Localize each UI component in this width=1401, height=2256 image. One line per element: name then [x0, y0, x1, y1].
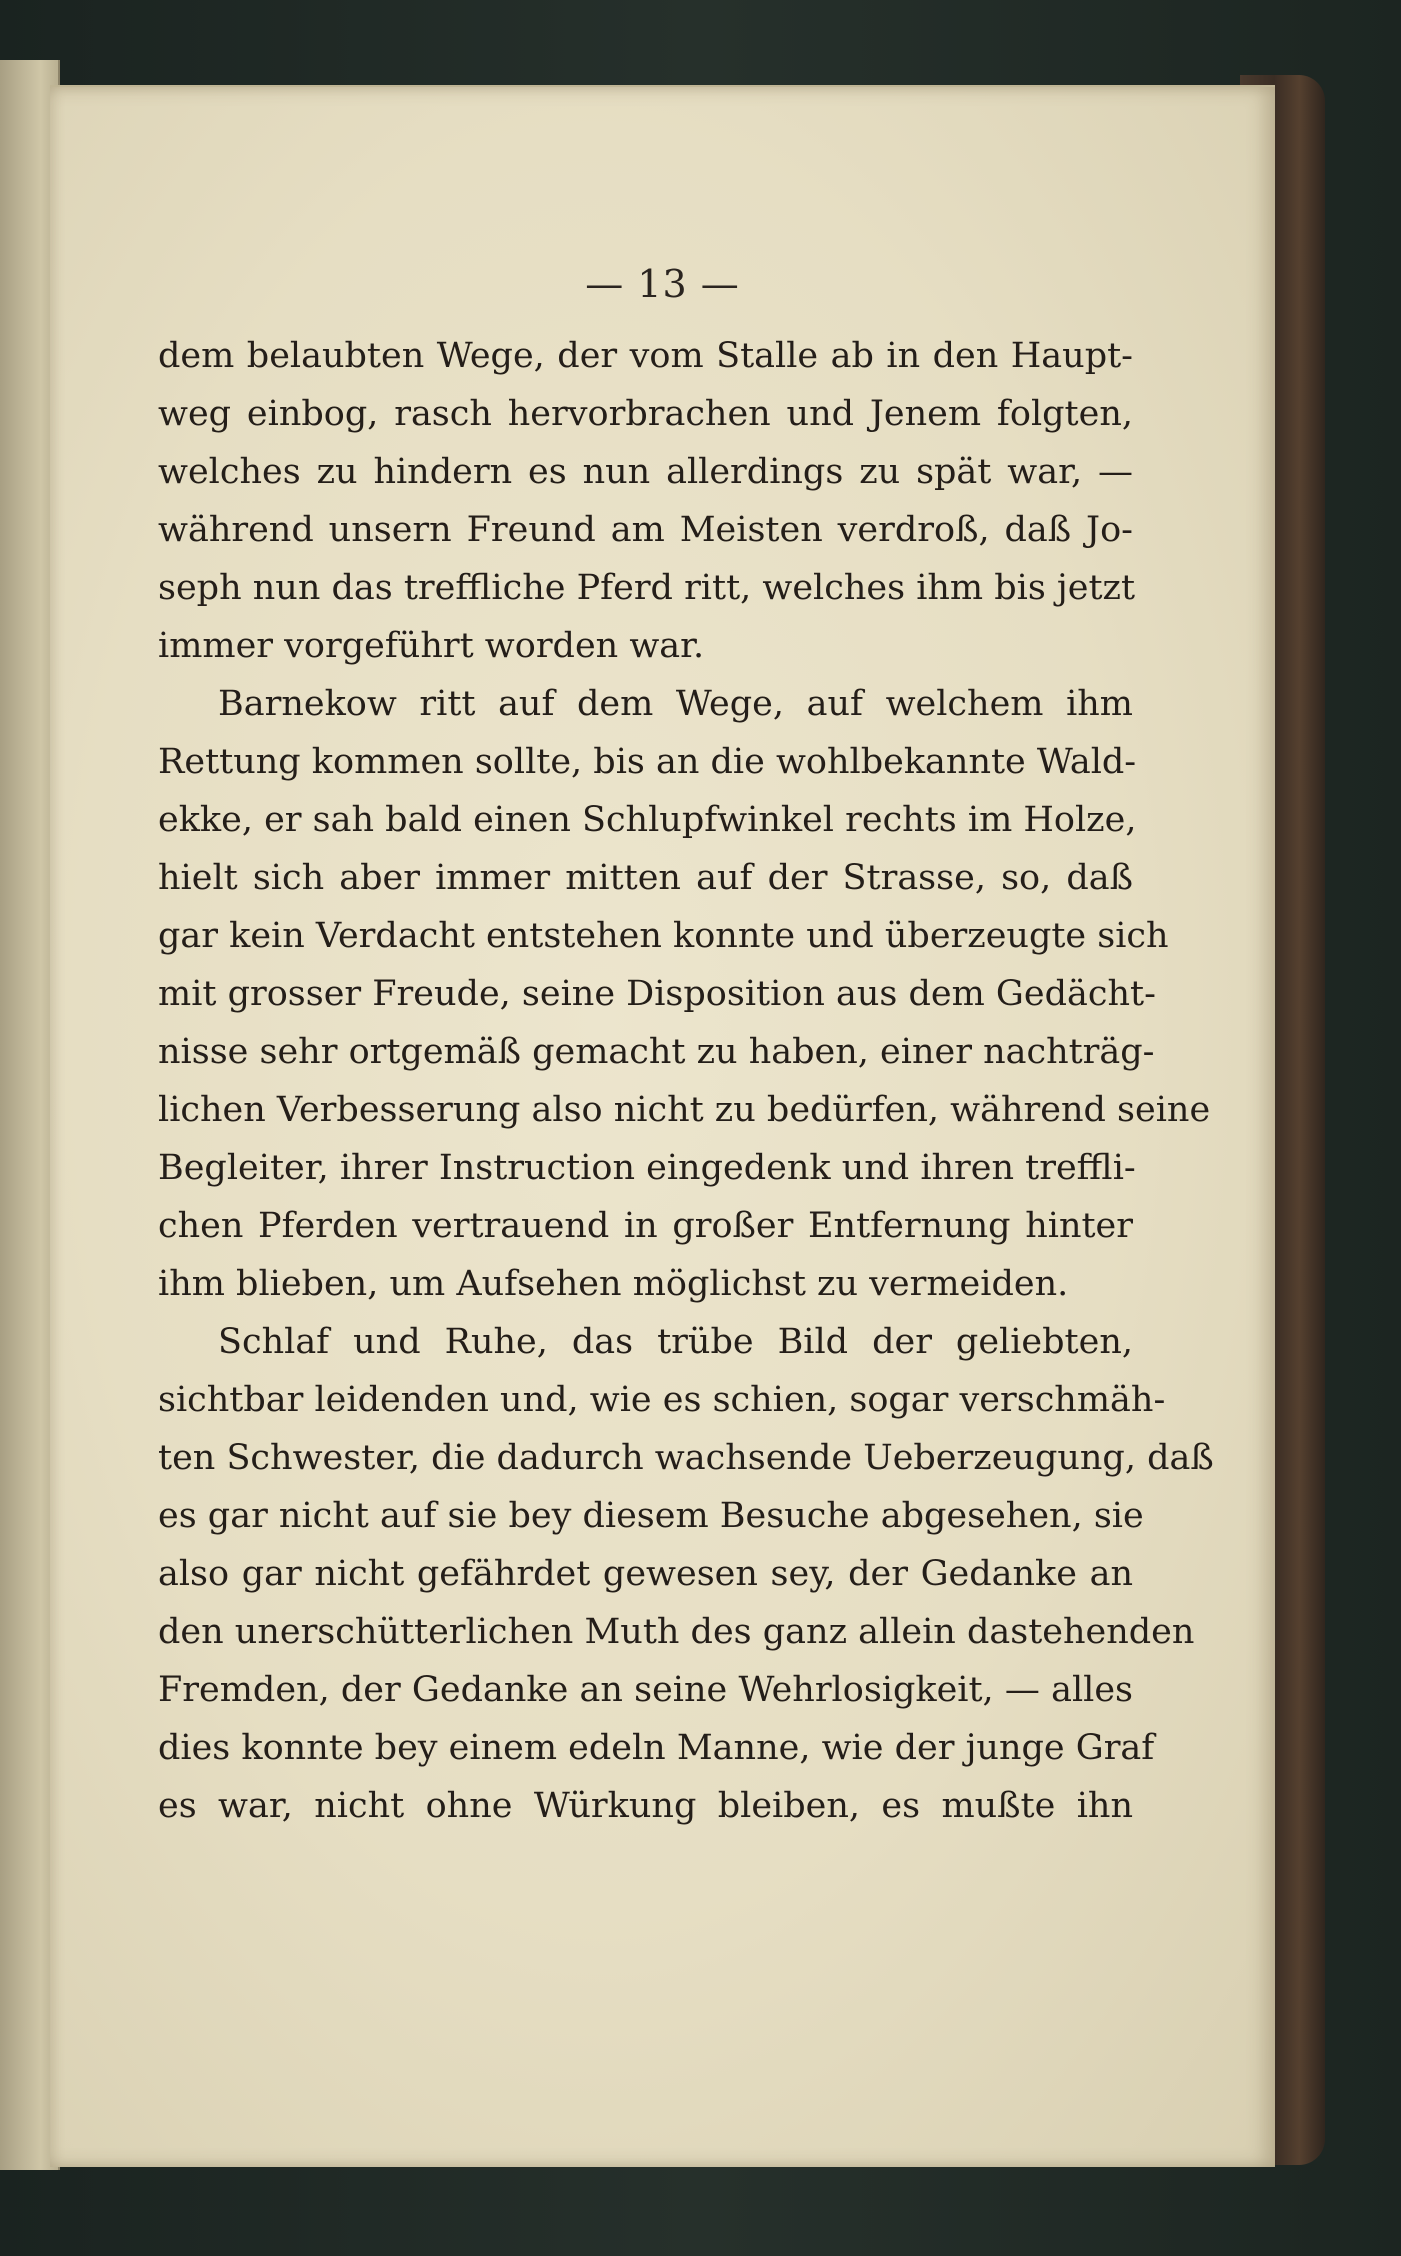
text-line: mit grosser Freude, seine Disposition aus dem Gedächt- — [158, 974, 1156, 1014]
text-line: welches zu hindern es nun allerdings zu spät war, — — [158, 452, 1133, 492]
text-line: ekke, er sah bald einen Schlupfwinkel rechts im Holze, — [158, 800, 1137, 840]
page-number: — 13 — — [585, 262, 740, 306]
text-line: lichen Verbesserung also nicht zu bedürfen, während seine — [158, 1090, 1211, 1130]
text-line: den unerschütterlichen Muth des ganz allein dastehenden — [158, 1612, 1195, 1652]
text-line: dies konnte bey einem edeln Manne, wie der junge Graf — [158, 1728, 1155, 1768]
text-line: dem belaubten Wege, der vom Stalle ab in den Haupt- — [158, 336, 1133, 376]
text-line: ihm blieben, um Aufsehen möglichst zu vermeiden. — [158, 1264, 1069, 1304]
text-line: es war, nicht ohne Würkung bleiben, es mußte ihn — [158, 1786, 1133, 1826]
text-line: es gar nicht auf sie bey diesem Besuche abgesehen, sie — [158, 1496, 1144, 1536]
text-line: ten Schwester, die dadurch wachsende Ueberzeugung, daß — [158, 1438, 1214, 1478]
text-line: nisse sehr ortgemäß gemacht zu haben, einer nachträg- — [158, 1032, 1155, 1072]
text-line: seph nun das treffliche Pferd ritt, welches ihm bis jetzt — [158, 568, 1136, 608]
text-line: weg einbog, rasch hervorbrachen und Jenem folgten, — [158, 394, 1133, 434]
text-line: Rettung kommen sollte, bis an die wohlbekannte Wald- — [158, 742, 1137, 782]
text-line: chen Pferden vertrauend in großer Entfernung hinter — [158, 1206, 1133, 1246]
text-line: Barnekow ritt auf dem Wege, auf welchem ihm — [218, 684, 1133, 724]
text-line: also gar nicht gefährdet gewesen sey, der Gedanke an — [158, 1554, 1133, 1594]
text-line: gar kein Verdacht entstehen konnte und überzeugte sich — [158, 916, 1169, 956]
text-line: Begleiter, ihrer Instruction eingedenk und ihren treffli- — [158, 1148, 1136, 1188]
text-line: hielt sich aber immer mitten auf der Strasse, so, daß — [158, 858, 1133, 898]
text-line: immer vorgeführt worden war. — [158, 626, 705, 666]
text-line: während unsern Freund am Meisten verdroß, daß Jo- — [158, 510, 1133, 550]
text-line: Schlaf und Ruhe, das trübe Bild der geliebten, — [218, 1322, 1133, 1362]
text-line: sichtbar leidenden und, wie es schien, sogar verschmäh- — [158, 1380, 1166, 1420]
text-line: Fremden, der Gedanke an seine Wehrlosigkeit, — alles — [158, 1670, 1133, 1710]
book-page — [50, 85, 1275, 2167]
page-body-text — [158, 327, 1214, 1835]
